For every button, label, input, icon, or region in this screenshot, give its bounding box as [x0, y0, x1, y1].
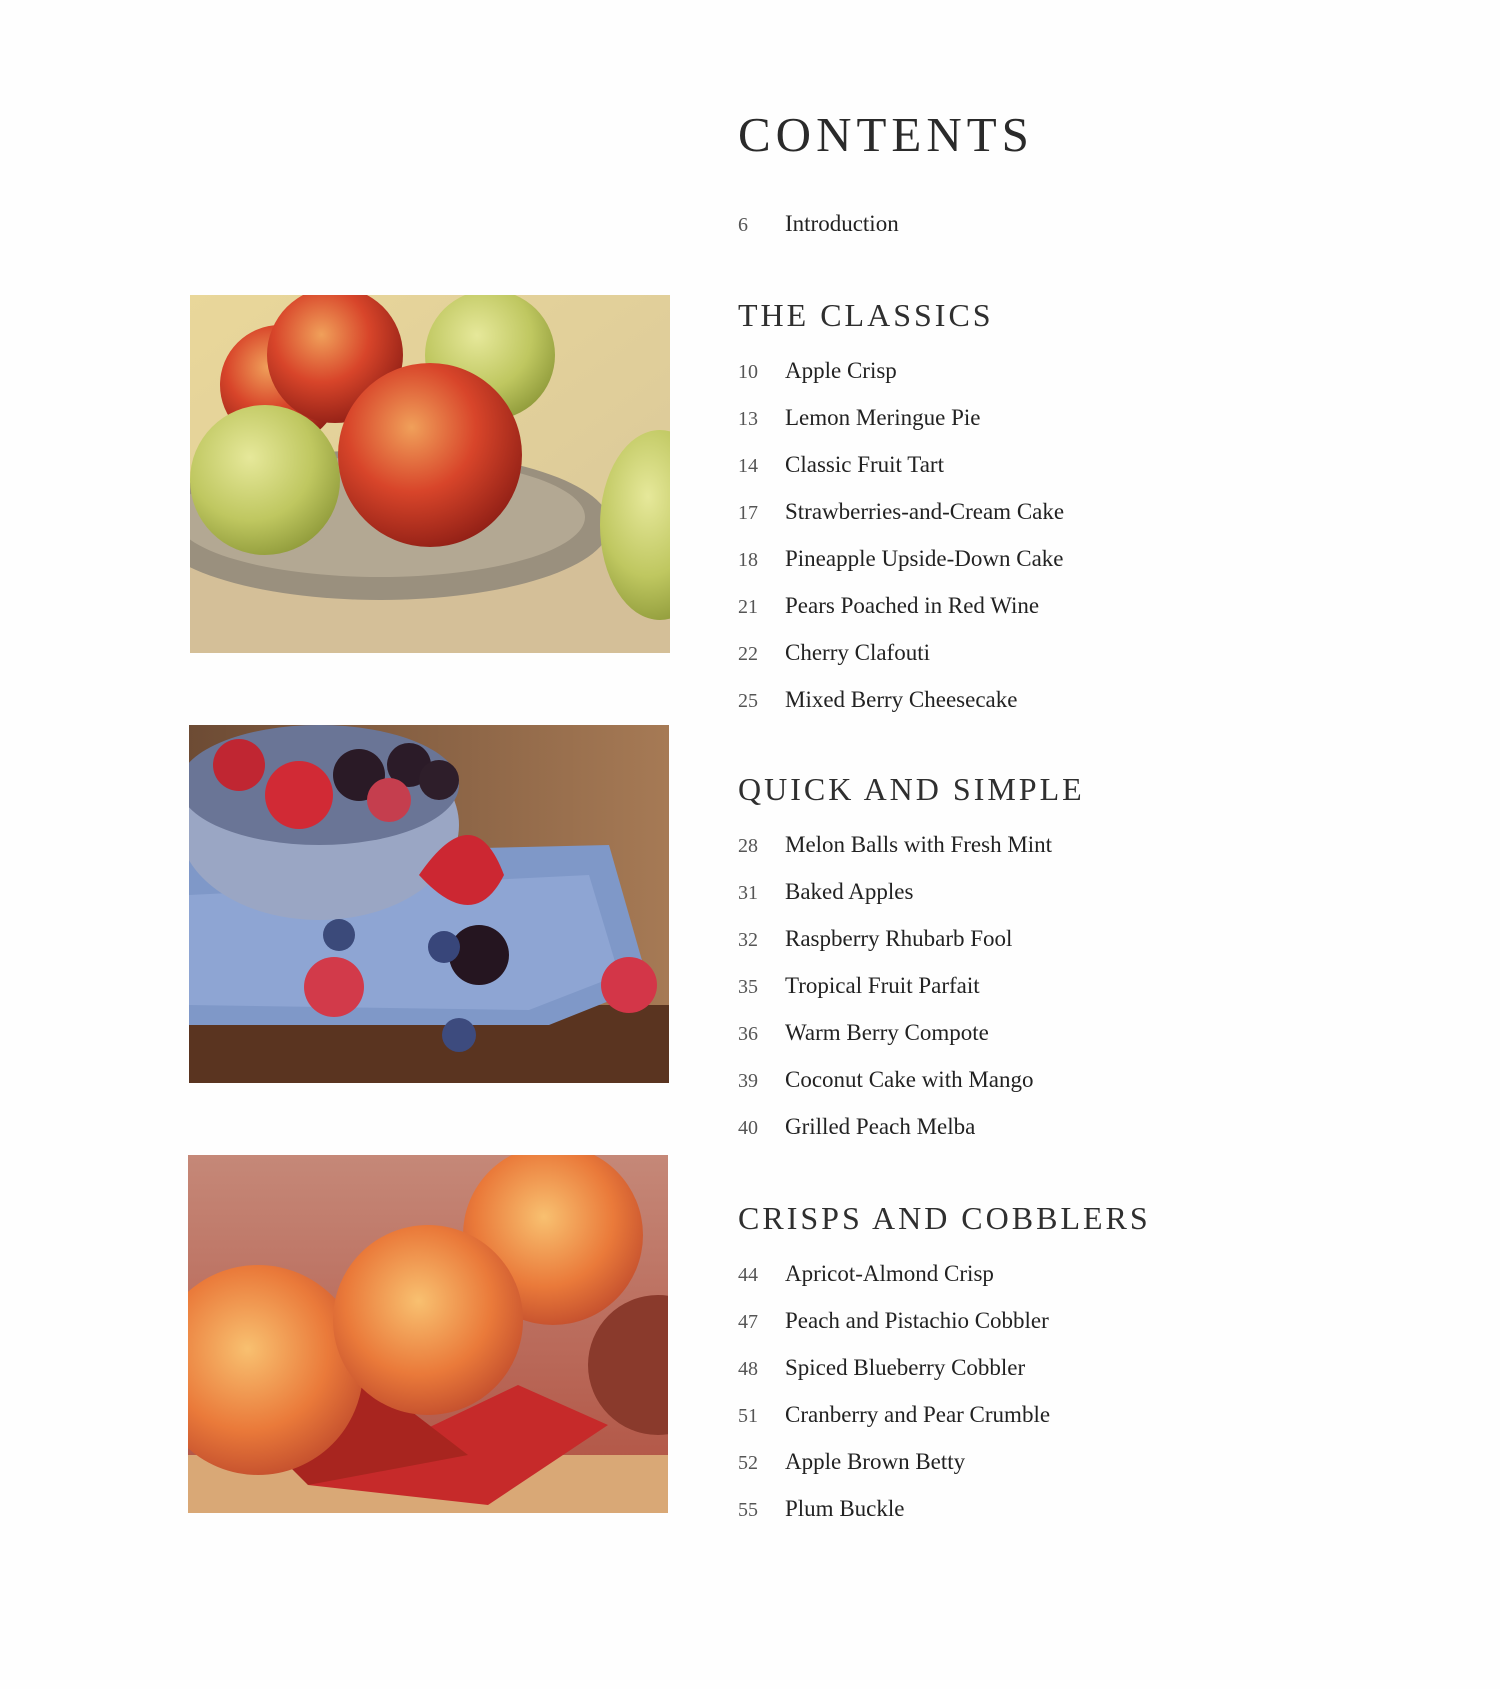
toc-entry[interactable]	[738, 488, 1438, 535]
entry-label: Pineapple Upside-Down Cake	[785, 546, 1064, 571]
toc-entry[interactable]	[738, 347, 1438, 394]
page-number: 44	[738, 1264, 758, 1286]
entry-label: Strawberries-and-Cream Cake	[785, 499, 1065, 524]
toc-entry[interactable]	[738, 1438, 1438, 1485]
page-number: 18	[738, 549, 758, 571]
toc-entry[interactable]	[738, 915, 1438, 962]
entry-label: Introduction	[785, 211, 899, 236]
toc-entry[interactable]	[738, 1250, 1438, 1297]
page-number: 39	[738, 1070, 758, 1092]
page-number: 32	[738, 929, 758, 951]
entry-label: Pears Poached in Red Wine	[785, 593, 1040, 618]
page-title: CONTENTS	[738, 107, 1034, 162]
toc-entry[interactable]	[738, 582, 1438, 629]
entry-label: Cherry Clafouti	[785, 640, 930, 665]
section-title: CRISPS AND COBBLERS	[738, 1200, 1151, 1236]
toc-entry[interactable]	[738, 1009, 1438, 1056]
entry-label: Apple Brown Betty	[785, 1449, 966, 1474]
page-number: 25	[738, 690, 758, 712]
toc-entry[interactable]	[738, 1103, 1438, 1150]
apples-photo	[190, 295, 670, 653]
entry-label: Tropical Fruit Parfait	[785, 973, 980, 998]
page-number: 10	[738, 361, 758, 383]
page-number: 31	[738, 882, 758, 904]
section-crisps-and-cobblers	[738, 1196, 1438, 1532]
toc-entry[interactable]	[738, 1297, 1438, 1344]
toc-entry[interactable]	[738, 441, 1438, 488]
entry-label: Classic Fruit Tart	[785, 452, 944, 477]
page-number: 52	[738, 1452, 758, 1474]
page-number: 48	[738, 1358, 758, 1380]
section-title: THE CLASSICS	[738, 297, 994, 333]
toc-entry[interactable]	[738, 1056, 1438, 1103]
entry-label: Plum Buckle	[785, 1496, 905, 1521]
toc-entry[interactable]	[738, 629, 1438, 676]
page-number: 51	[738, 1405, 758, 1427]
entry-label: Mixed Berry Cheesecake	[785, 687, 1018, 712]
page-number: 13	[738, 408, 758, 430]
section-quick-and-simple	[738, 767, 1438, 1150]
entry-label: Melon Balls with Fresh Mint	[785, 832, 1053, 857]
page-number: 47	[738, 1311, 758, 1333]
entry-label: Grilled Peach Melba	[785, 1114, 976, 1139]
toc-entry[interactable]	[738, 394, 1438, 441]
entry-label: Raspberry Rhubarb Fool	[785, 926, 1013, 951]
peaches-photo	[188, 1155, 668, 1513]
entry-label: Baked Apples	[785, 879, 914, 904]
page-number: 21	[738, 596, 758, 618]
entry-label: Cranberry and Pear Crumble	[785, 1402, 1051, 1427]
toc-entry-introduction[interactable]	[738, 200, 1438, 247]
toc-entry[interactable]	[738, 1391, 1438, 1438]
toc-entry[interactable]	[738, 962, 1438, 1009]
section-title: QUICK AND SIMPLE	[738, 771, 1085, 807]
page-number: 14	[738, 455, 758, 477]
page-number: 55	[738, 1499, 758, 1521]
toc-entry[interactable]	[738, 535, 1438, 582]
entry-label: Warm Berry Compote	[785, 1020, 989, 1045]
page-number: 28	[738, 835, 758, 857]
entry-label: Apple Crisp	[785, 358, 897, 383]
berries-photo	[189, 725, 669, 1083]
page-number: 36	[738, 1023, 758, 1045]
section-the-classics	[738, 293, 1438, 723]
entry-label: Lemon Meringue Pie	[785, 405, 981, 430]
entry-label: Coconut Cake with Mango	[785, 1067, 1034, 1092]
toc-entry[interactable]	[738, 868, 1438, 915]
toc-entry[interactable]	[738, 1485, 1438, 1532]
entry-label: Apricot-Almond Crisp	[785, 1261, 994, 1286]
page-number: 17	[738, 502, 758, 524]
entry-label: Spiced Blueberry Cobbler	[785, 1355, 1026, 1380]
page-number: 6	[738, 214, 748, 236]
page-number: 35	[738, 976, 758, 998]
entry-label: Peach and Pistachio Cobbler	[785, 1308, 1049, 1333]
table-of-contents	[738, 100, 1438, 1532]
toc-entry[interactable]	[738, 676, 1438, 723]
page-number: 22	[738, 643, 758, 665]
toc-entry[interactable]	[738, 821, 1438, 868]
toc-entry[interactable]	[738, 1344, 1438, 1391]
page-number: 40	[738, 1117, 758, 1139]
